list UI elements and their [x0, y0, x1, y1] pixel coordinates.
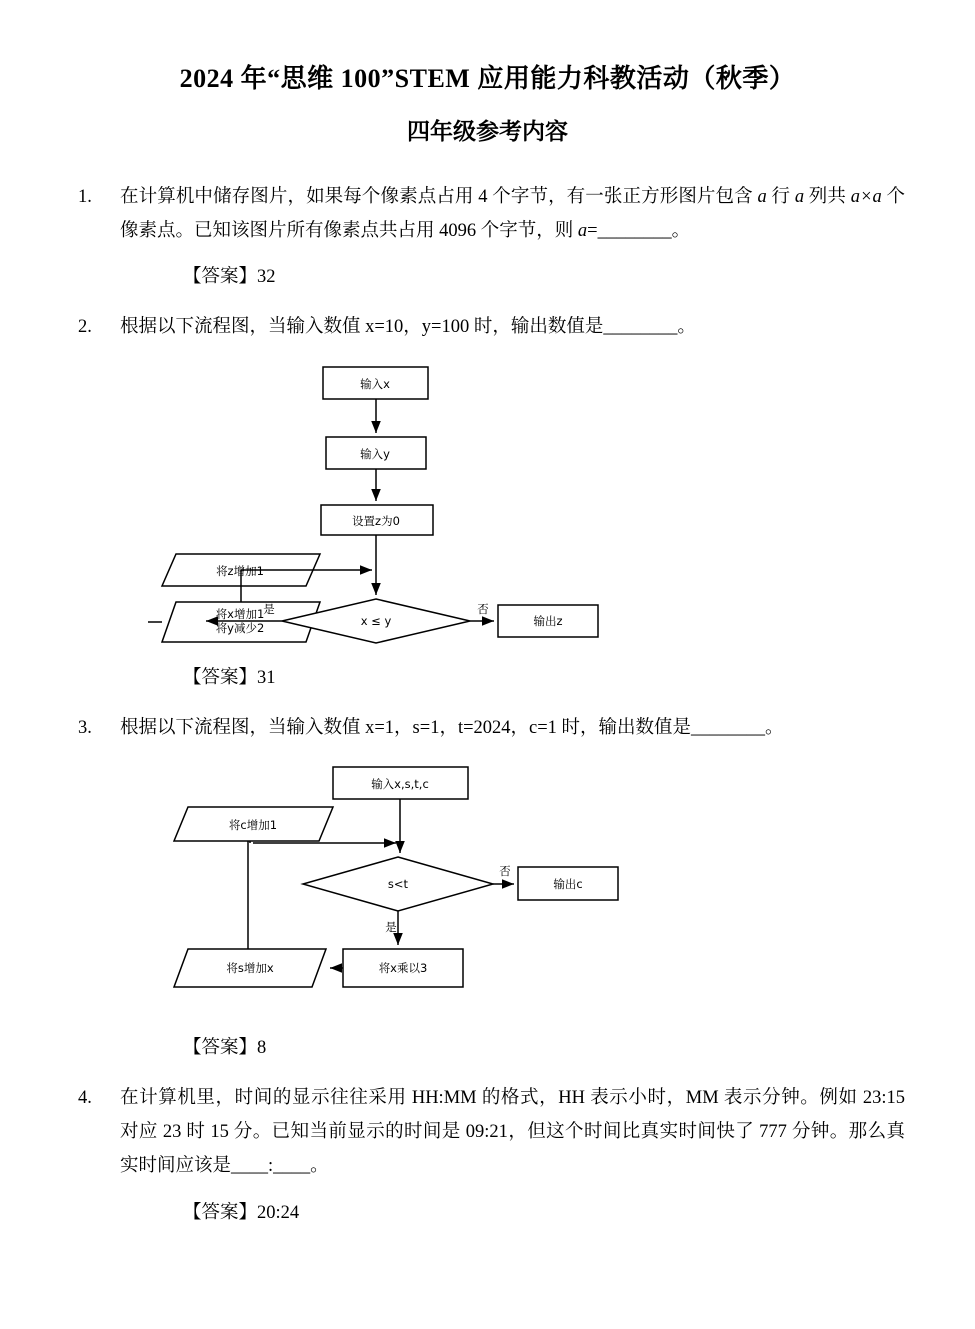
- flow3-node-inc_s: 将s增加x: [226, 960, 274, 975]
- flow2-label-yes: 是: [263, 601, 275, 616]
- page-title: 2024 年“思维 100”STEM 应用能力科教活动（秋季）: [179, 64, 796, 93]
- flow3-node-inc_c: 将c增加1: [228, 817, 278, 832]
- flowchart-question-2: [78, 359, 905, 649]
- flow2-node-in_y: 输入y: [360, 446, 390, 461]
- document-content: [78, 180, 905, 1224]
- question-4-text: 在计算机里，时间的显示往往采用 HH:MM 的格式，HH 表示小时，MM 表示分钟。例如 23:15 对应 23 时 15 分。已知当前显示的时间是 09:21，但这个时间比真实时间快了 777 分钟。那么真实时间应该是____:____。: [120, 1087, 905, 1177]
- flow2-node-out_z: 输出z: [533, 613, 563, 628]
- question-2-number: 2.: [78, 317, 92, 338]
- flow2-node-set_z: 设置z为0: [352, 513, 400, 528]
- question-1-answer: [183, 262, 905, 288]
- q1-part3: 列共: [804, 187, 851, 207]
- flow3-label-yes: 是: [385, 919, 397, 934]
- q1-var1: a: [757, 187, 767, 207]
- question-2: [78, 310, 905, 344]
- flow2-node-inc_z: 将z增加1: [216, 563, 264, 578]
- flow3-node-out_c: 输出c: [553, 876, 583, 891]
- answer-label: 【答案】: [183, 267, 258, 288]
- question-4-number: 4.: [78, 1087, 92, 1108]
- question-3-text: 根据以下流程图，当输入数值 x=1，s=1，t=2024，c=1 时，输出数值是________。: [120, 717, 784, 738]
- q1-part4: 个像素点。已知该图片所有像素点共占用 4096 个字节，则: [120, 187, 905, 242]
- question-1-text: [120, 180, 905, 248]
- flow3-node-mul_x: 将x乘以3: [378, 960, 428, 975]
- flow2-label-no: 否: [477, 601, 489, 616]
- svg-text:将y减少2: 将y减少2: [215, 620, 265, 635]
- document-page: [0, 58, 975, 1329]
- q1-var2: a: [794, 187, 805, 207]
- question-3-number: 3.: [78, 717, 92, 738]
- answer-label: 【答案】: [183, 1037, 258, 1058]
- q1-part2: 行: [766, 187, 795, 207]
- flow2-node-cond: x ≤ y: [360, 613, 392, 628]
- question-2-answer: [183, 663, 905, 689]
- question-1: [78, 180, 905, 248]
- answer-label: 【答案】: [183, 667, 258, 688]
- answer-value: 31: [257, 667, 276, 688]
- flow3-label-no: 否: [499, 863, 511, 878]
- question-3-answer: [183, 1033, 905, 1059]
- svg-text:将x增加1: 将x增加1: [215, 606, 265, 621]
- question-2-text: 根据以下流程图，当输入数值 x=10，y=100 时，输出数值是________。: [120, 317, 696, 338]
- flowchart-question-3: [78, 759, 905, 1019]
- flow2-node-in_x: 输入x: [360, 376, 390, 391]
- page-subtitle: 四年级参考内容: [407, 119, 568, 144]
- answer-value: 8: [257, 1037, 267, 1058]
- answer-value: 32: [257, 267, 276, 288]
- flow3-node-in_all: 输入x,s,t,c: [371, 776, 429, 791]
- question-1-number: 1.: [78, 187, 92, 207]
- q1-part5: =________。: [587, 221, 691, 242]
- q1-var4: a: [577, 221, 588, 242]
- q1-var3: a×a: [850, 187, 882, 207]
- question-3: [78, 711, 905, 745]
- answer-label: 【答案】: [183, 1202, 258, 1223]
- question-4: [78, 1081, 905, 1184]
- flow3-node-cond: s<t: [387, 876, 409, 891]
- q1-part1: 在计算机中储存图片，如果每个像素点占用 4 个字节，有一张正方形图片包含: [120, 187, 758, 207]
- question-4-answer: [183, 1198, 905, 1224]
- answer-value: 20:24: [257, 1202, 300, 1223]
